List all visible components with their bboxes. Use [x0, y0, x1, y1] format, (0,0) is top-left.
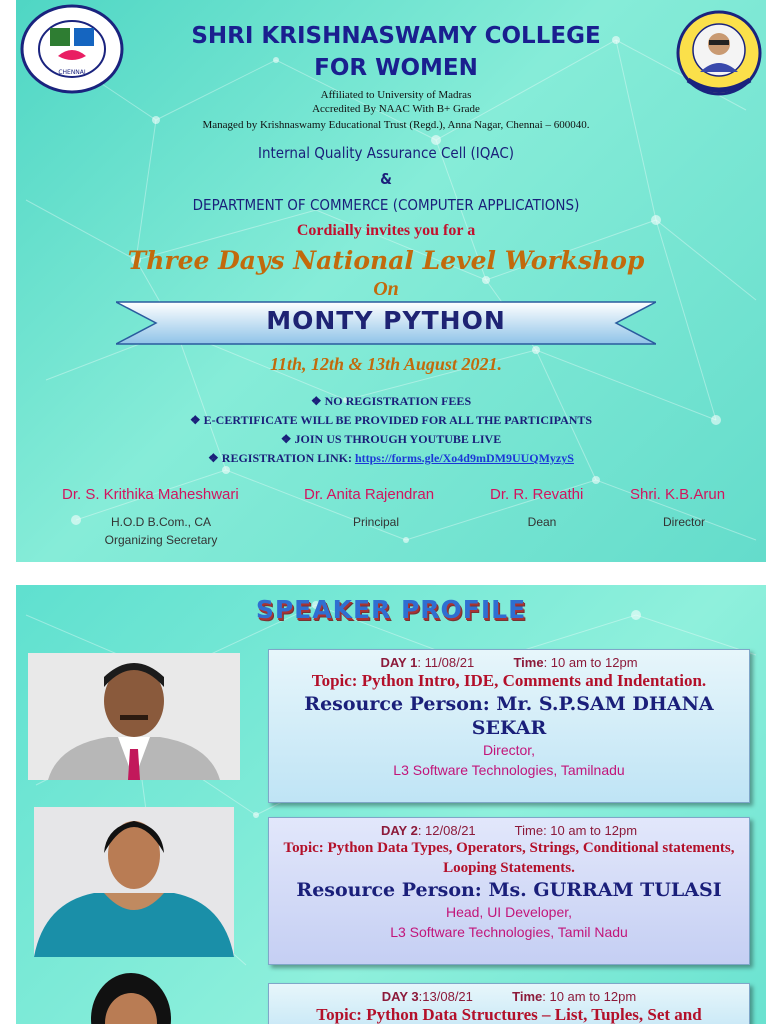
- day-3-topic: Topic: Python Data Structures – List, Tuples, Set and: [316, 1005, 702, 1024]
- day-3-label: DAY 3: [381, 989, 419, 1004]
- workshop-title: Three Days National Level Workshop: [127, 246, 645, 275]
- college-logo: [20, 4, 124, 94]
- signatory-name-4: Shri. K.B.Arun: [630, 486, 726, 503]
- signatory-name-2: Dr. Anita Rajendran: [304, 486, 435, 503]
- speaker-photo-2: [34, 807, 234, 957]
- speaker-photo-1: [28, 653, 240, 780]
- registration-link[interactable]: https://forms.gle/Xo4d9mDM9UUQMyzyS: [354, 451, 574, 465]
- day-1-rp-name: Mr. S.P.SAM DHANA SEKAR: [471, 693, 714, 739]
- day-2-time: : 10 am to 12pm: [543, 823, 638, 838]
- invite-text: Cordially invites you for a: [296, 222, 476, 239]
- day-2-topic: Topic: Python Data Types, Operators, Strings, Conditional statements, Looping Statements.: [283, 840, 735, 876]
- signatory-role-4: Director: [662, 515, 705, 529]
- signatory-role-1-line2: Organizing Secretary: [104, 533, 218, 547]
- trust-founder-logo: [676, 10, 762, 96]
- workshop-topic: MONTY PYTHON: [266, 306, 506, 335]
- day-2-resource-person: [269, 878, 749, 902]
- speaker-photo-3: [76, 971, 186, 1024]
- college-name-line1: SHRI KRISHNASWAMY COLLEGE: [191, 23, 601, 49]
- day-1-card: [268, 649, 750, 803]
- department-heading: DEPARTMENT OF COMMERCE (COMPUTER APPLICATIONS): [192, 196, 580, 214]
- day-1-org-line1: Director,: [482, 742, 536, 758]
- college-name-line2: FOR WOMEN: [314, 55, 478, 81]
- day-2-date: : 12/08/21: [417, 823, 476, 838]
- registration-label: ❖ REGISTRATION LINK:: [208, 451, 352, 465]
- day-2-time-label: Time: [514, 823, 544, 838]
- speaker-profile-panel: [16, 585, 766, 1024]
- day-1-time-label: Time: [513, 655, 544, 670]
- bullet-no-fees: ❖ NO REGISTRATION FEES: [310, 394, 472, 408]
- day-1-resource-person: [269, 692, 749, 740]
- iqac-heading: Internal Quality Assurance Cell (IQAC): [257, 144, 515, 162]
- accreditation: Accredited By NAAC With B+ Grade: [312, 103, 480, 115]
- day-1-date: : 11/08/21: [417, 655, 475, 670]
- affiliation: Affiliated to University of Madras: [320, 89, 472, 101]
- ampersand: &: [380, 170, 392, 188]
- bullet-registration: [36, 449, 746, 468]
- day-2-rp-label: Resource Person:: [296, 879, 482, 901]
- day-1-topic: Topic: Python Intro, IDE, Comments and Indentation.: [311, 671, 707, 690]
- day-2-org-line2: L3 Software Technologies, Tamil Nadu: [390, 924, 628, 940]
- day-3-date: :13/08/21: [418, 989, 473, 1004]
- day-2-rp-name: Ms. GURRAM TULASI: [488, 879, 722, 901]
- day-1-label: DAY 1: [380, 655, 418, 670]
- day-1-org-line2: L3 Software Technologies, Tamilnadu: [393, 762, 625, 778]
- signatory-name-3: Dr. R. Revathi: [490, 486, 584, 503]
- signatory-role-2: Principal: [352, 515, 400, 529]
- on-text: On: [373, 278, 399, 300]
- signatory-role-1-line1: H.O.D B.Com., CA: [110, 515, 211, 529]
- workshop-poster: [16, 0, 766, 562]
- day-1-time: : 10 am to 12pm: [543, 655, 638, 670]
- signatory-role-3: Dean: [527, 515, 557, 529]
- management: Managed by Krishnaswamy Educational Trust (Regd.), Anna Nagar, Chennai – 600040.: [202, 119, 590, 131]
- signatory-role-1: [86, 513, 236, 549]
- day-2-label: DAY 2: [380, 823, 418, 838]
- day-1-rp-label: Resource Person:: [304, 693, 490, 715]
- svg-text:CHENNAI: CHENNAI: [58, 69, 86, 76]
- day-3-schedule: [269, 989, 749, 1004]
- day-2-org-line1: Head, UI Developer,: [445, 904, 573, 920]
- speaker-profile-title: SPEAKER PROFILE: [255, 595, 527, 624]
- day-3-card: [268, 983, 750, 1024]
- day-3-time-label: Time: [512, 989, 543, 1004]
- bullet-certificate: ❖ E-CERTIFICATE WILL BE PROVIDED FOR ALL THE PARTICIPANTS: [189, 413, 593, 427]
- workshop-dates: 11th, 12th & 13th August 2021.: [270, 354, 502, 374]
- day-1-schedule: [269, 655, 749, 670]
- info-bullets: [36, 392, 746, 468]
- day-2-card: [268, 817, 750, 965]
- signatory-name-1: Dr. S. Krithika Maheshwari: [62, 486, 239, 503]
- day-3-time: : 10 am to 12pm: [542, 989, 637, 1004]
- day-2-schedule: [269, 823, 749, 838]
- college-name: [136, 20, 656, 84]
- bullet-youtube: ❖ JOIN US THROUGH YOUTUBE LIVE: [280, 432, 502, 446]
